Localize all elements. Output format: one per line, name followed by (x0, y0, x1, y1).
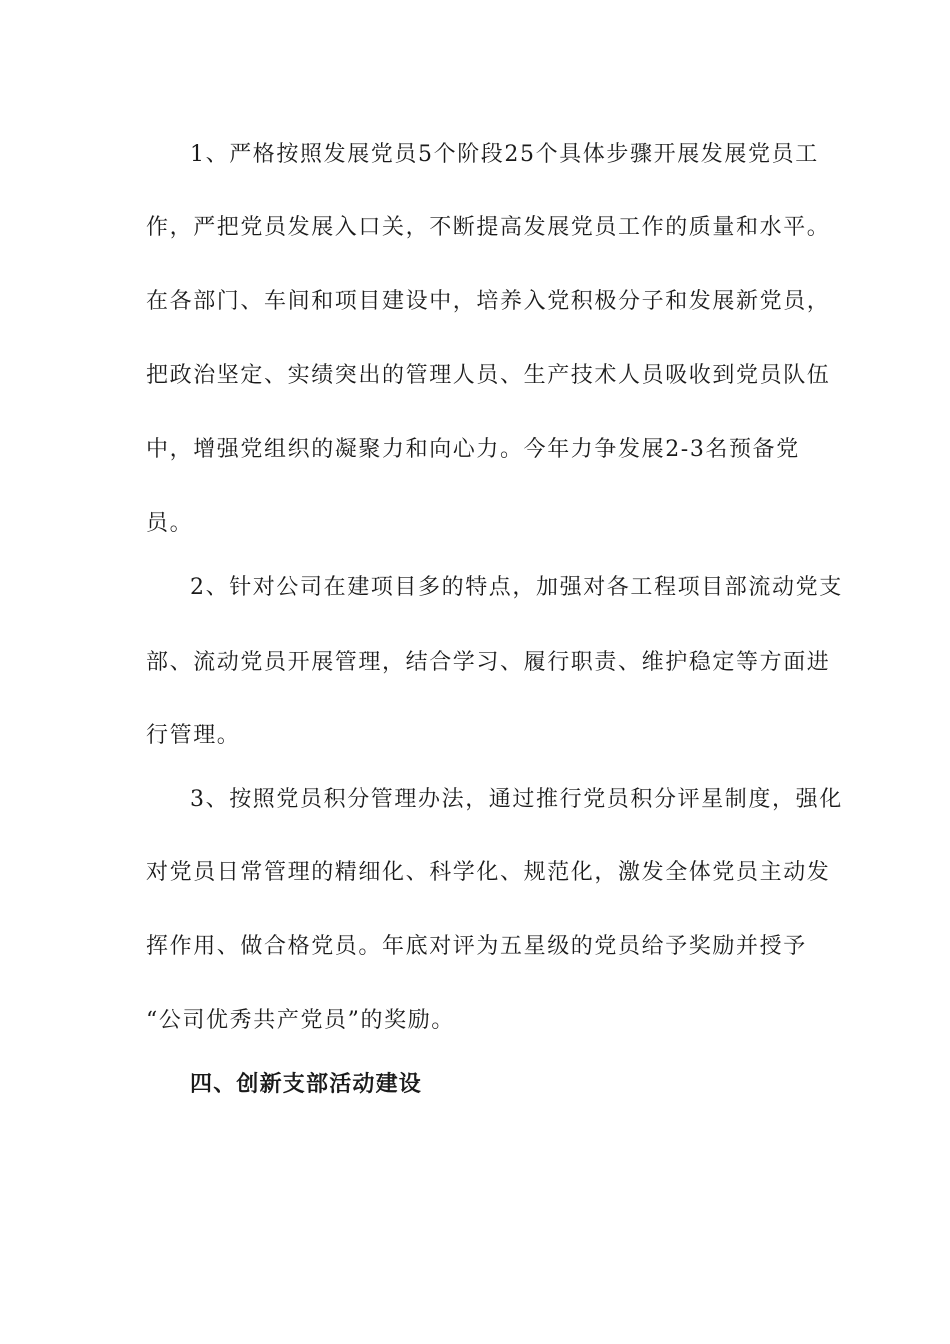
paragraph-2-line-1: 2、针对公司在建项目多的特点，加强对各工程项目部流动党支 (190, 575, 843, 600)
paragraph-1-line-2: 作，严把党员发展入口关，不断提高发展党员工作的质量和水平。 (146, 215, 831, 240)
section-heading: 四、创新支部活动建设 (190, 1072, 423, 1097)
paragraph-1-line-1: 1、严格按照发展党员5个阶段25个具体步骤开展发展党员工 (190, 142, 819, 167)
paragraph-3-line-1: 3、按照党员积分管理办法，通过推行党员积分评星制度，强化 (190, 787, 843, 812)
paragraph-1-line-6: 员。 (146, 511, 194, 536)
paragraph-2-line-2: 部、流动党员开展管理，结合学习、履行职责、维护稳定等方面进 (146, 650, 831, 675)
paragraph-1-line-4: 把政治坚定、实绩突出的管理人员、生产技术人员吸收到党员队伍 (146, 363, 831, 388)
paragraph-3-line-4: “公司优秀共产党员”的奖励。 (146, 1008, 455, 1033)
paragraph-3-line-3: 挥作用、做合格党员。年底对评为五星级的党员给予奖励并授予 (146, 934, 807, 959)
paragraph-1-line-5: 中，增强党组织的凝聚力和向心力。今年力争发展2-3名预备党 (146, 437, 800, 462)
paragraph-1-line-3: 在各部门、车间和项目建设中，培养入党积极分子和发展新党员， (146, 289, 831, 314)
paragraph-3-line-2: 对党员日常管理的精细化、科学化、规范化，激发全体党员主动发 (146, 860, 831, 885)
paragraph-2-line-3: 行管理。 (146, 723, 241, 748)
